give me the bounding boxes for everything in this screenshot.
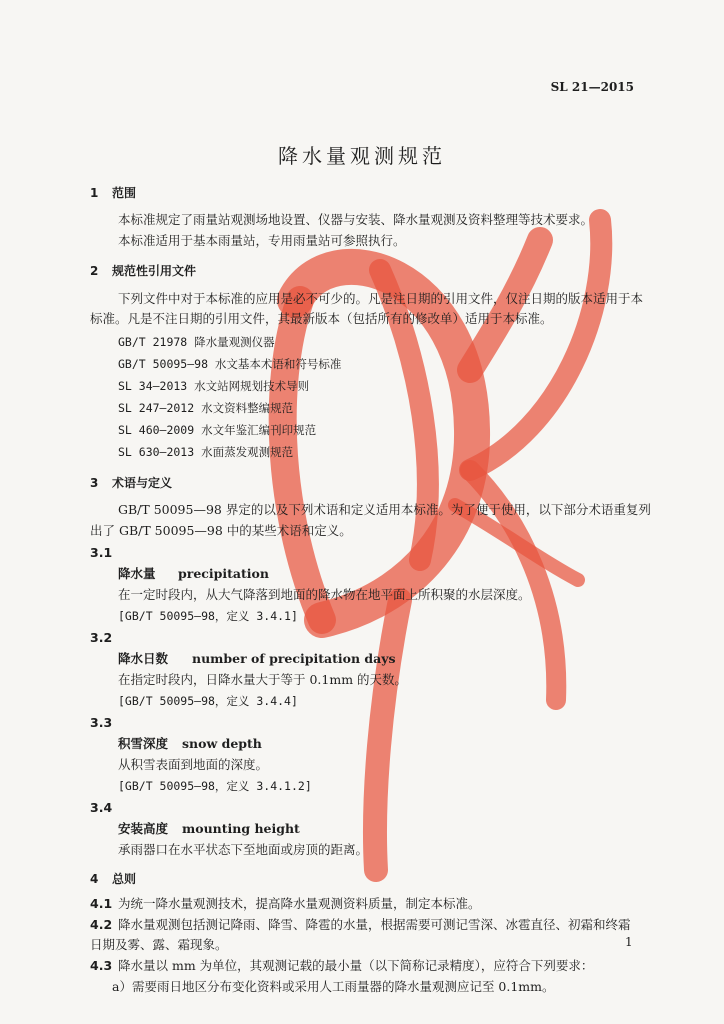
section-4-title: 总则 bbox=[112, 872, 137, 886]
section-1-paragraph: 本标准适用于基本雨量站，专用雨量站可参照执行。 bbox=[118, 233, 406, 248]
reference-item: GB/T 50095—98 水文基本术语和符号标准 bbox=[118, 357, 342, 371]
term-english: snow depth bbox=[182, 736, 262, 751]
section-3-paragraph: 出了 GB/T 50095—98 中的某些术语和定义。 bbox=[90, 523, 352, 538]
reference-item: GB/T 21978 降水量观测仪器 bbox=[118, 335, 275, 349]
term-chinese: 降水日数 bbox=[118, 651, 169, 666]
section-2-paragraph: 下列文件中对于本标准的应用是必不可少的。凡是注日期的引用文件，仅注日期的版本适用于本 bbox=[118, 291, 644, 306]
section-2-number: 2 bbox=[90, 264, 99, 278]
reference-item: SL 34—2013 水文站网规划技术导则 bbox=[118, 379, 310, 393]
clause-text: 日期及雾、露、霜现象。 bbox=[90, 937, 228, 952]
term-definition: 承雨器口在水平状态下至地面或房顶的距离。 bbox=[118, 842, 369, 857]
clause-text: 为统一降水量观测技术，提高降水量观测资料质量，制定本标准。 bbox=[118, 896, 481, 911]
term-definition: 在指定时段内，日降水量大于等于 0.1mm 的天数。 bbox=[118, 672, 408, 687]
standard-code: SL 21—2015 bbox=[550, 80, 634, 94]
term-definition: 从积雪表面到地面的深度。 bbox=[118, 757, 269, 772]
section-2-paragraph: 标准。凡是不注日期的引用文件，其最新版本（包括所有的修改单）适用于本标准。 bbox=[90, 311, 553, 326]
term-reference: [GB/T 50095—98，定义 3.4.4] bbox=[118, 694, 298, 708]
section-3-number: 3 bbox=[90, 476, 99, 490]
term-number: 3.4 bbox=[90, 800, 113, 815]
reference-item: SL 460—2009 水文年鉴汇编刊印规范 bbox=[118, 423, 317, 437]
section-4-number: 4 bbox=[90, 872, 99, 886]
term-reference: [GB/T 50095—98，定义 3.4.1] bbox=[118, 609, 298, 623]
term-english: precipitation bbox=[178, 566, 269, 581]
term-definition: 在一定时段内，从大气降落到地面的降水物在地平面上所积聚的水层深度。 bbox=[118, 587, 531, 602]
term-number: 3.2 bbox=[90, 630, 113, 645]
term-chinese: 积雪深度 bbox=[118, 736, 169, 751]
section-1-number: 1 bbox=[90, 186, 99, 200]
page-number: 1 bbox=[625, 935, 633, 949]
clause-text: 降水量观测包括测记降雨、降雪、降雹的水量，根据需要可测记雪深、冰雹直径、初霜和终霜 bbox=[118, 917, 631, 932]
section-1-paragraph: 本标准规定了雨量站观测场地设置、仪器与安装、降水量观测及资料整理等技术要求。 bbox=[118, 212, 594, 227]
clause-number: 4.2 bbox=[90, 917, 113, 932]
clause-number: 4.3 bbox=[90, 958, 113, 973]
term-chinese: 降水量 bbox=[118, 566, 156, 581]
term-english: number of precipitation days bbox=[192, 651, 396, 666]
term-english: mounting height bbox=[182, 821, 300, 836]
clause-text: 降水量以 mm 为单位，其观测记载的最小量（以下简称记录精度），应符合下列要求： bbox=[118, 958, 594, 973]
term-chinese: 安装高度 bbox=[118, 821, 169, 836]
section-1-title: 范围 bbox=[112, 186, 137, 200]
section-3-title: 术语与定义 bbox=[112, 476, 173, 490]
term-reference: [GB/T 50095—98，定义 3.4.1.2] bbox=[118, 779, 312, 793]
term-number: 3.3 bbox=[90, 715, 113, 730]
reference-item: SL 247—2012 水文资料整编规范 bbox=[118, 401, 294, 415]
clause-number: 4.1 bbox=[90, 896, 113, 911]
reference-item: SL 630—2013 水面蒸发观测规范 bbox=[118, 445, 294, 459]
document-title: 降水量观测规范 bbox=[278, 144, 446, 168]
section-3-paragraph: GB/T 50095—98 界定的以及下列术语和定义适用本标准。为了便于使用，以下部分术语重复列 bbox=[118, 502, 651, 517]
term-number: 3.1 bbox=[90, 545, 113, 560]
clause-item: a）需要雨日地区分布变化资料或采用人工雨量器的降水量观测应记至 0.1mm。 bbox=[112, 979, 555, 994]
section-2-title: 规范性引用文件 bbox=[112, 264, 197, 278]
